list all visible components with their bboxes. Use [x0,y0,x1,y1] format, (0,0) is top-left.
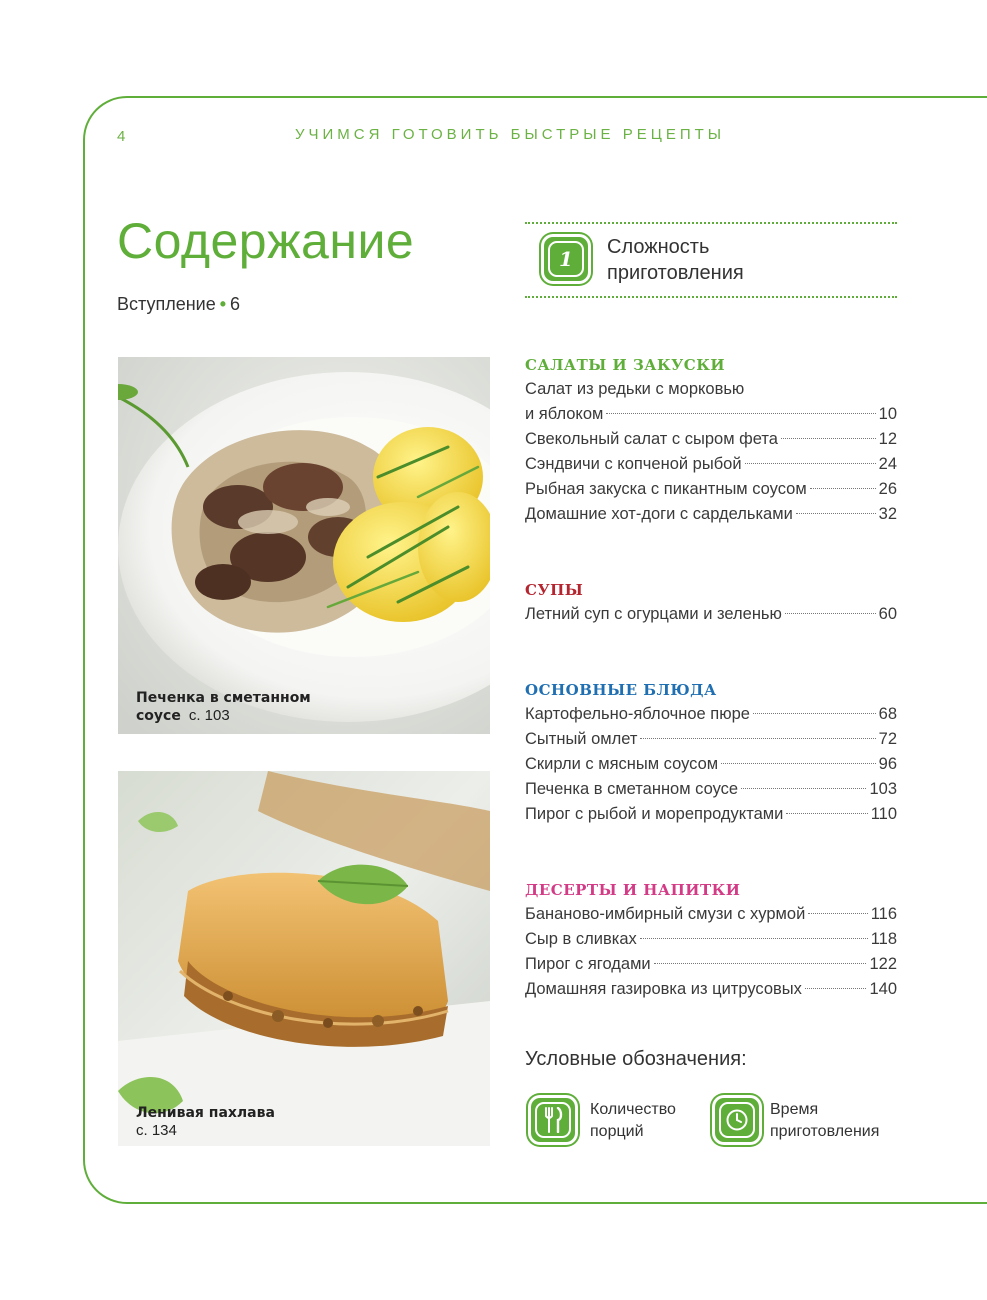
section-soups [525,578,897,627]
toc-entry[interactable] [525,377,897,402]
entry-page: 122 [869,955,897,973]
dot-leader [808,913,867,914]
photo-caption [136,1104,275,1140]
difficulty-badge [541,234,591,284]
entry-page: 32 [878,505,897,523]
entry-name: Домашние хот-доги с сардельками [525,505,793,523]
legend-servings [528,1095,676,1145]
entry-name: и яблоком [525,405,604,423]
dot-leader [796,513,876,514]
complexity-legend [525,222,897,298]
legend-line2: приготовления [770,1123,880,1140]
section-title: САЛАТЫ И ЗАКУСКИ [525,356,726,374]
entry-page: 72 [878,730,897,748]
dot-leader [606,413,875,414]
entry-name: Сытный омлет [525,730,638,748]
caption-title: Ленивая пахлава [136,1105,275,1121]
toc-entry[interactable] [525,402,897,427]
caption-page: с. 103 [188,707,230,724]
entry-page: 24 [878,455,897,473]
entry-page: 140 [869,980,897,998]
toc-entry[interactable] [525,927,897,952]
dot-leader [721,763,876,764]
entry-name: Домашняя газировка из цитрусовых [525,980,802,998]
page-title: Содержание [117,213,415,269]
complexity-label [607,234,827,286]
dot-leader [640,938,868,939]
section-title: СУПЫ [525,581,584,599]
toc-entry[interactable] [525,427,897,452]
legend-line2: порций [590,1123,644,1140]
dot-leader [805,988,867,989]
entry-page: 60 [878,605,897,623]
intro-entry[interactable] [117,294,240,315]
caption-title-line2: соусе [136,708,181,724]
dot-leader [640,738,875,739]
running-head: УЧИМСЯ ГОТОВИТЬ БЫСТРЫЕ РЕЦЕПТЫ [294,126,726,143]
section-title: ОСНОВНЫЕ БЛЮДА [525,681,717,699]
toc-entry[interactable] [525,727,897,752]
dot-leader [753,713,876,714]
complexity-label-line1: Сложность [607,236,710,258]
entry-name: Пирог с рыбой и морепродуктами [525,805,784,823]
intro-label: Вступление [117,294,216,314]
entry-page: 10 [878,405,897,423]
entry-page: 103 [869,780,897,798]
bullet-dot: • [219,294,227,314]
dot-leader [810,488,876,489]
entry-name: Сыр в сливках [525,930,637,948]
photo-caption [136,689,311,725]
photo-liver-dish [118,357,490,734]
entry-name: Скирли с мясным соусом [525,755,719,773]
page-number: 4 [117,128,126,145]
fork-knife-icon [528,1095,578,1145]
section-salads [525,353,897,527]
photo-baklava [118,771,490,1146]
caption-page: с. 134 [136,1122,177,1139]
toc-entry[interactable] [525,902,897,927]
liver-dish-image [118,357,490,734]
toc-entry[interactable] [525,602,897,627]
toc-entry[interactable] [525,502,897,527]
entry-name: Печенка в сметанном соусе [525,780,739,798]
caption-title-line1: Печенка в сметанном [136,690,311,706]
entry-page: 118 [870,930,897,948]
dot-leader [741,788,866,789]
section-main-dishes [525,678,897,827]
entry-name: Сэндвичи с копченой рыбой [525,455,742,473]
dot-leader [786,813,867,814]
toc-entry[interactable] [525,477,897,502]
complexity-label-line2: приготовления [607,262,744,284]
baklava-image [118,771,490,1146]
dot-leader [785,613,876,614]
entry-name: Картофельно-яблочное пюре [525,705,750,723]
entry-name: Свекольный салат с сыром фета [525,430,778,448]
intro-page: 6 [230,294,241,314]
legend-title: Условные обозначения: [525,1048,747,1070]
section-desserts [525,878,897,1002]
toc-entry[interactable] [525,452,897,477]
entry-page: 12 [878,430,897,448]
legend-text [770,1099,920,1143]
dot-leader [781,438,876,439]
entry-page: 116 [870,905,897,923]
toc-entry[interactable] [525,952,897,977]
difficulty-number: 1 [559,247,573,271]
entry-page: 96 [878,755,897,773]
dot-leader [745,463,876,464]
entry-name: Бананово-имбирный смузи с хурмой [525,905,806,923]
section-title: ДЕСЕРТЫ И НАПИТКИ [525,881,741,899]
entry-page: 110 [870,805,897,823]
legend-line1: Количество [590,1101,676,1118]
toc-entry[interactable] [525,977,897,1002]
toc-entry[interactable] [525,802,897,827]
toc-entry[interactable] [525,777,897,802]
clock-icon [712,1095,762,1145]
entry-page: 26 [878,480,897,498]
entry-name: Летний суп с огурцами и зеленью [525,605,782,623]
entry-name: Пирог с ягодами [525,955,651,973]
toc-entry[interactable] [525,702,897,727]
legend-line1: Время [770,1101,819,1118]
legend-time [712,1095,880,1145]
entry-name-line1: Салат из редьки с морковью [525,380,745,398]
dot-leader [654,963,867,964]
toc-entry[interactable] [525,752,897,777]
entry-name: Рыбная закуска с пикантным соусом [525,480,807,498]
entry-page: 68 [878,705,897,723]
